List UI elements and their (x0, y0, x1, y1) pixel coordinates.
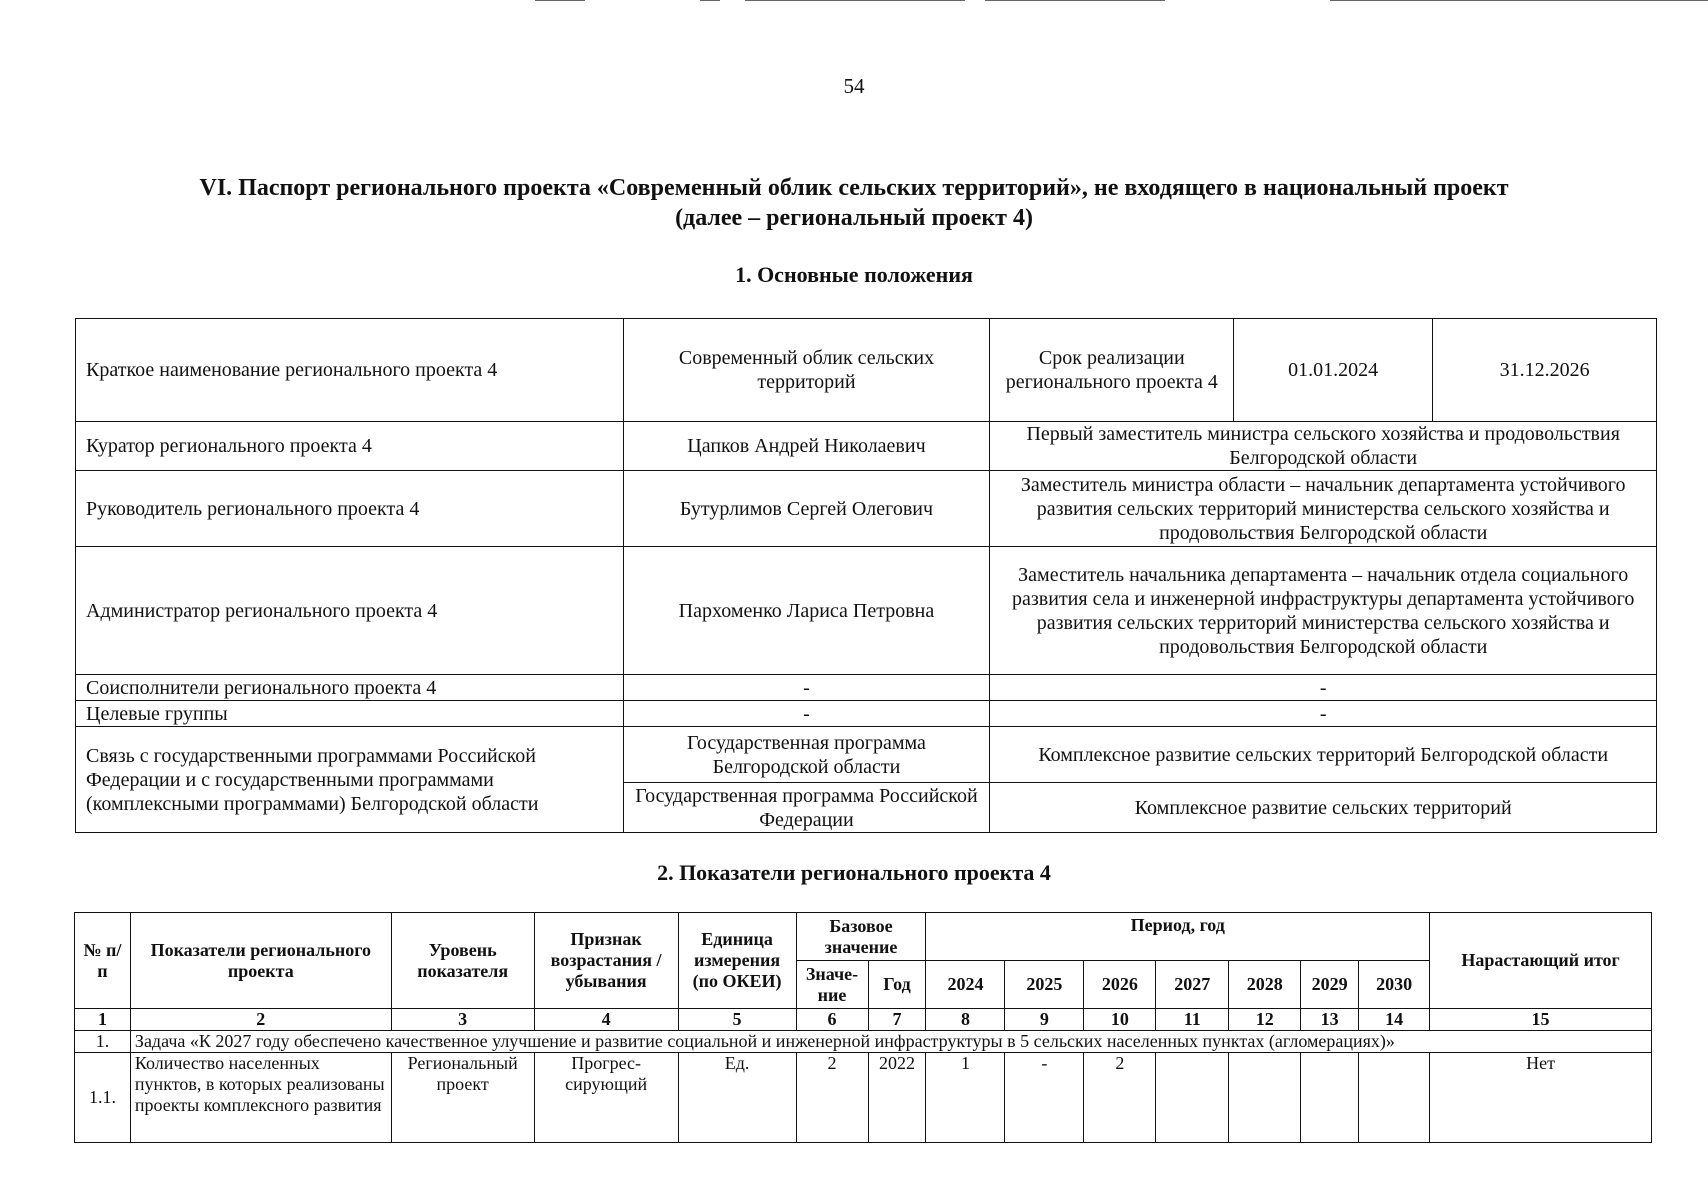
main-provisions-table (75, 318, 1657, 833)
col-number: 10 (1084, 1009, 1156, 1031)
head-position: Заместитель министра области – начальник департамента устойчивого развития сельских территорий министерства сельского хозяйства и продовольствия Белгородской области (990, 471, 1657, 547)
col-number: 15 (1430, 1009, 1652, 1031)
header-indicator: Показатели регионального проекта (130, 913, 391, 1009)
end-date: 31.12.2026 (1433, 319, 1657, 422)
curator-position: Первый заместитель министра сельского хозяйства и продовольствия Белгородской области (990, 422, 1657, 471)
page-title (0, 173, 1708, 233)
link-program-1-type: Государственная программа Белгородской области (623, 727, 990, 783)
admin-name: Пархоменко Лариса Петровна (623, 547, 990, 675)
indicator-sign: Прогрес-сирующий (534, 1053, 678, 1143)
header-year-2026: 2026 (1084, 961, 1156, 1009)
admin-position: Заместитель начальника департамента – начальник отдела социального развития села и инженерной инфраструктуры департамента устойчивого развития сельских территорий министерства сельского хозяйства и продовольствия Белгородской области (990, 547, 1657, 675)
curator-name: Цапков Андрей Николаевич (623, 422, 990, 471)
title-line-1: VI. Паспорт регионального проекта «Современный облик сельских территорий», не входящего в национальный проект (199, 175, 1509, 201)
curator-label: Куратор регионального проекта 4 (76, 422, 624, 471)
header-year-2024: 2024 (926, 961, 1005, 1009)
indicator-base-year: 2022 (868, 1053, 926, 1143)
link-program-1-name: Комплексное развитие сельских территорий Белгородской области (990, 727, 1657, 783)
header-base-value: Значе-ние (796, 961, 868, 1009)
header-sign: Признак возрастания / убывания (534, 913, 678, 1009)
col-number: 4 (534, 1009, 678, 1031)
col-number: 6 (796, 1009, 868, 1031)
link-program-2-name: Комплексное развитие сельских территорий (990, 783, 1657, 833)
indicator-level: Региональный проект (391, 1053, 534, 1143)
scan-edge-line (700, 0, 720, 1)
header-unit: Единица измерения (по ОКЕИ) (678, 913, 796, 1009)
start-date: 01.01.2024 (1234, 319, 1433, 422)
admin-row (76, 547, 1657, 675)
coexec-value: - (623, 675, 990, 701)
indicator-2029 (1301, 1053, 1359, 1143)
task-num: 1. (75, 1031, 131, 1053)
head-name: Бутурлимов Сергей Олегович (623, 471, 990, 547)
col-number: 8 (926, 1009, 1005, 1031)
col-number: 14 (1359, 1009, 1430, 1031)
indicator-2026: 2 (1084, 1053, 1156, 1143)
col-number: 5 (678, 1009, 796, 1031)
col-number: 3 (391, 1009, 534, 1031)
header-row-1 (75, 913, 1652, 961)
indicator-2024: 1 (926, 1053, 1005, 1143)
indicator-2025: - (1005, 1053, 1084, 1143)
target-value-2: - (990, 701, 1657, 727)
task-text: Задача «К 2027 году обеспечено качественное улучшение и развитие социальной и инженерной инфраструктуры в 5 сельских населенных пунктах (агломерациях)» (130, 1031, 1651, 1053)
term-label: Срок реализации регионального проекта 4 (990, 319, 1234, 422)
header-period: Период, год (926, 913, 1430, 961)
admin-label: Администратор регионального проекта 4 (76, 547, 624, 675)
link-row-1 (76, 727, 1657, 783)
section-1-title: 1. Основные положения (735, 262, 973, 287)
link-label: Связь с государственными программами Российской Федерации и с государственными программами (комплексными программами) Белгородской области (76, 727, 624, 833)
scan-edge-line (1330, 0, 1708, 1)
target-row (76, 701, 1657, 727)
short-name-label: Краткое наименование регионального проекта 4 (76, 319, 624, 422)
indicator-2027 (1156, 1053, 1229, 1143)
short-name-value: Современный облик сельских территорий (623, 319, 990, 422)
indicator-num: 1.1. (75, 1053, 131, 1143)
indicator-cumulative: Нет (1430, 1053, 1652, 1143)
indicator-name: Количество населенных пунктов, в которых реализованы проекты комплексного развития (130, 1053, 391, 1143)
indicator-row (75, 1053, 1652, 1143)
header-level: Уровень показателя (391, 913, 534, 1009)
header-base-year: Год (868, 961, 926, 1009)
header-num: № п/п (75, 913, 131, 1009)
indicators-table (74, 912, 1652, 1143)
scan-edge-line (745, 0, 965, 1)
coexec-row (76, 675, 1657, 701)
col-number: 1 (75, 1009, 131, 1031)
col-number: 2 (130, 1009, 391, 1031)
col-number: 11 (1156, 1009, 1229, 1031)
header-year-2027: 2027 (1156, 961, 1229, 1009)
header-cumulative: Нарастающий итог (1430, 913, 1652, 1009)
header-year-2025: 2025 (1005, 961, 1084, 1009)
title-line-2: (далее – региональный проект 4) (675, 205, 1033, 231)
section-2-title: 2. Показатели регионального проекта 4 (657, 860, 1051, 885)
coexec-value-2: - (990, 675, 1657, 701)
head-row (76, 471, 1657, 547)
scan-edge-line (985, 0, 1165, 1)
short-name-row (76, 319, 1657, 422)
col-number: 9 (1005, 1009, 1084, 1031)
indicator-2028 (1229, 1053, 1301, 1143)
indicator-unit: Ед. (678, 1053, 796, 1143)
col-number: 7 (868, 1009, 926, 1031)
target-label: Целевые группы (76, 701, 624, 727)
header-year-2029: 2029 (1301, 961, 1359, 1009)
scan-edge-line (535, 0, 585, 1)
header-year-2030: 2030 (1359, 961, 1430, 1009)
header-base: Базовое значение (796, 913, 926, 961)
coexec-label: Соисполнители регионального проекта 4 (76, 675, 624, 701)
head-label: Руководитель регионального проекта 4 (76, 471, 624, 547)
task-row (75, 1031, 1652, 1053)
header-year-2028: 2028 (1229, 961, 1301, 1009)
page-number: 54 (843, 74, 865, 98)
target-value: - (623, 701, 990, 727)
column-numbers-row (75, 1009, 1652, 1031)
indicator-base-value: 2 (796, 1053, 868, 1143)
link-program-2-type: Государственная программа Российской Федерации (623, 783, 990, 833)
col-number: 13 (1301, 1009, 1359, 1031)
col-number: 12 (1229, 1009, 1301, 1031)
indicator-2030 (1359, 1053, 1430, 1143)
curator-row (76, 422, 1657, 471)
